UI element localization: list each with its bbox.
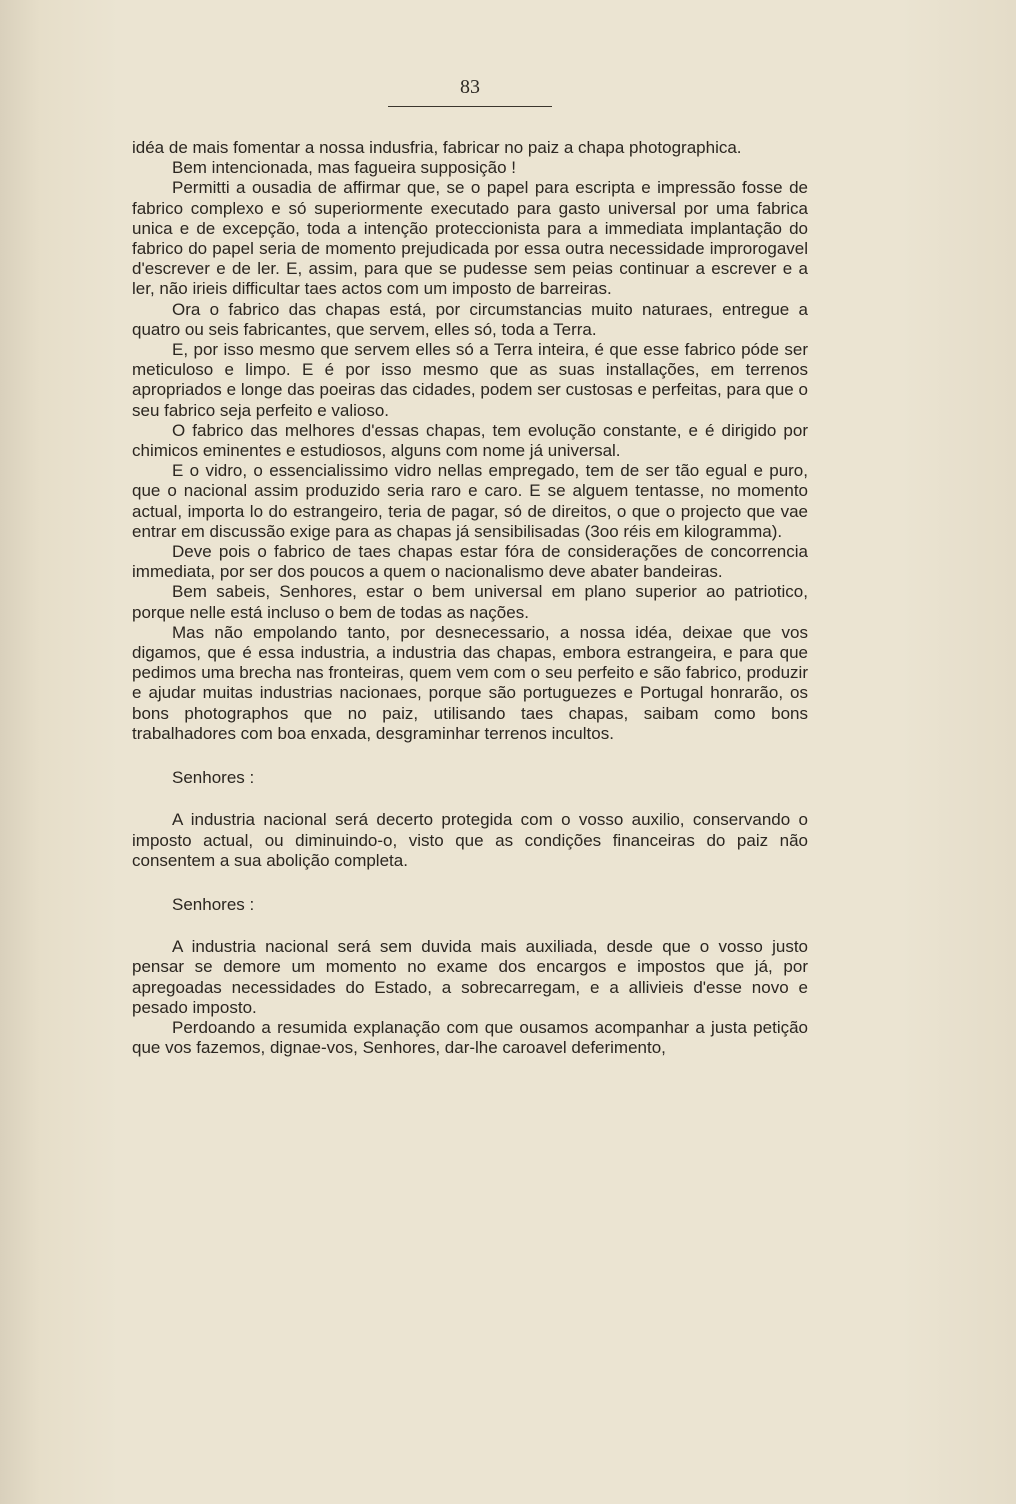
paragraph-continuation: idéa de mais fomentar a nossa indusfria, fabricar no paiz a chapa photographica. bbox=[132, 138, 742, 157]
paragraph: Perdoando a resumida explanação com que ousamos acompanhar a justa petição que vos fazemos, dignae-vos, Senhores, dar-lhe caroavel deferimento, bbox=[132, 1017, 808, 1058]
paragraph: Bem sabeis, Senhores, estar o bem universal em plano superior ao patriotico, porque nelle está incluso o bem de todas as nações. bbox=[132, 582, 808, 622]
header-rule bbox=[388, 106, 552, 107]
paragraph: Mas não empolando tanto, por desnecessario, a nossa idéa, deixae que vos digamos, que é essa industria, a industria das chapas, embora estrangeira, e para que pedimos uma brecha nas fronteiras, quem vem com o seu perfeito e são fabrico, produzir e ajudar muitas industrias nacionaes, porque são portuguezes e Portugal honrarão, os bons photographos que no paiz, utilisando taes chapas, saibam como bons trabalhadores com boa enxada, desgraminhar terrenos incultos. bbox=[132, 622, 808, 743]
paragraph: Bem intencionada, mas fagueira supposição ! bbox=[172, 158, 516, 178]
paragraph: A industria nacional será decerto protegida com o vosso auxilio, conservando o imposto actual, ou diminuindo-o, visto que as condições financeiras do paiz não consentem a sua abolição completa. bbox=[132, 810, 808, 870]
paragraph: Ora o fabrico das chapas está, por circumstancias muito naturaes, entregue a quatro ou seis fabricantes, que servem, elles só, toda a Terra. bbox=[132, 299, 808, 339]
page-number: 83 bbox=[460, 76, 480, 98]
paragraph: E o vidro, o essencialissimo vidro nellas empregado, tem de ser tão egual e puro, que o nacional assim produzido seria raro e caro. E se alguem tentasse, no momento actual, importa lo do estrangeiro, teria de pagar, só de direitos, o que o projecto que vae entrar em discussão exige para as chapas já sensibilisadas (3oo réis em kilogramma). bbox=[132, 461, 808, 541]
body-text bbox=[132, 138, 808, 1058]
salutation: Senhores : bbox=[172, 894, 255, 914]
paragraph: Deve pois o fabrico de taes chapas estar fóra de considerações de concorrencia immediata, por ser dos poucos a quem o nacionalismo deve abater bandeiras. bbox=[132, 542, 808, 582]
salutation: Senhores : bbox=[172, 768, 255, 788]
paragraph: O fabrico das melhores d'essas chapas, tem evolução constante, e é dirigido por chimicos eminentes e estudiosos, alguns com nome já universal. bbox=[132, 420, 808, 461]
paragraph: A industria nacional será sem duvida mais auxiliada, desde que o vosso justo pensar se demore um momento no exame dos encargos e impostos que já, por apregoadas necessidades do Estado, a sobrecarregam, e a allivieis d'esse novo e pesado imposto. bbox=[132, 937, 808, 1017]
paragraph: Permitti a ousadia de affirmar que, se o papel para escripta e impressão fosse de fabrico complexo e só superiormente executado para gasto universal por uma fabrica unica e de excepção, toda a intenção proteccionista para a immediata implantação do fabrico do papel seria de momento prejudicada por essa outra necessidade improrogavel d'escrever e de ler. E, assim, para que se pudesse sem peias continuar a escrever e a ler, não irieis difficultar taes actos com um imposto de barreiras. bbox=[132, 178, 808, 299]
paragraph: E, por isso mesmo que servem elles só a Terra inteira, é que esse fabrico póde ser meticuloso e limpo. E é por isso mesmo que as suas installações, em terrenos apropriados e longe das poeiras das cidades, podem ser custosas e perfeitas, para que o seu fabrico seja perfeito e valioso. bbox=[132, 340, 808, 420]
